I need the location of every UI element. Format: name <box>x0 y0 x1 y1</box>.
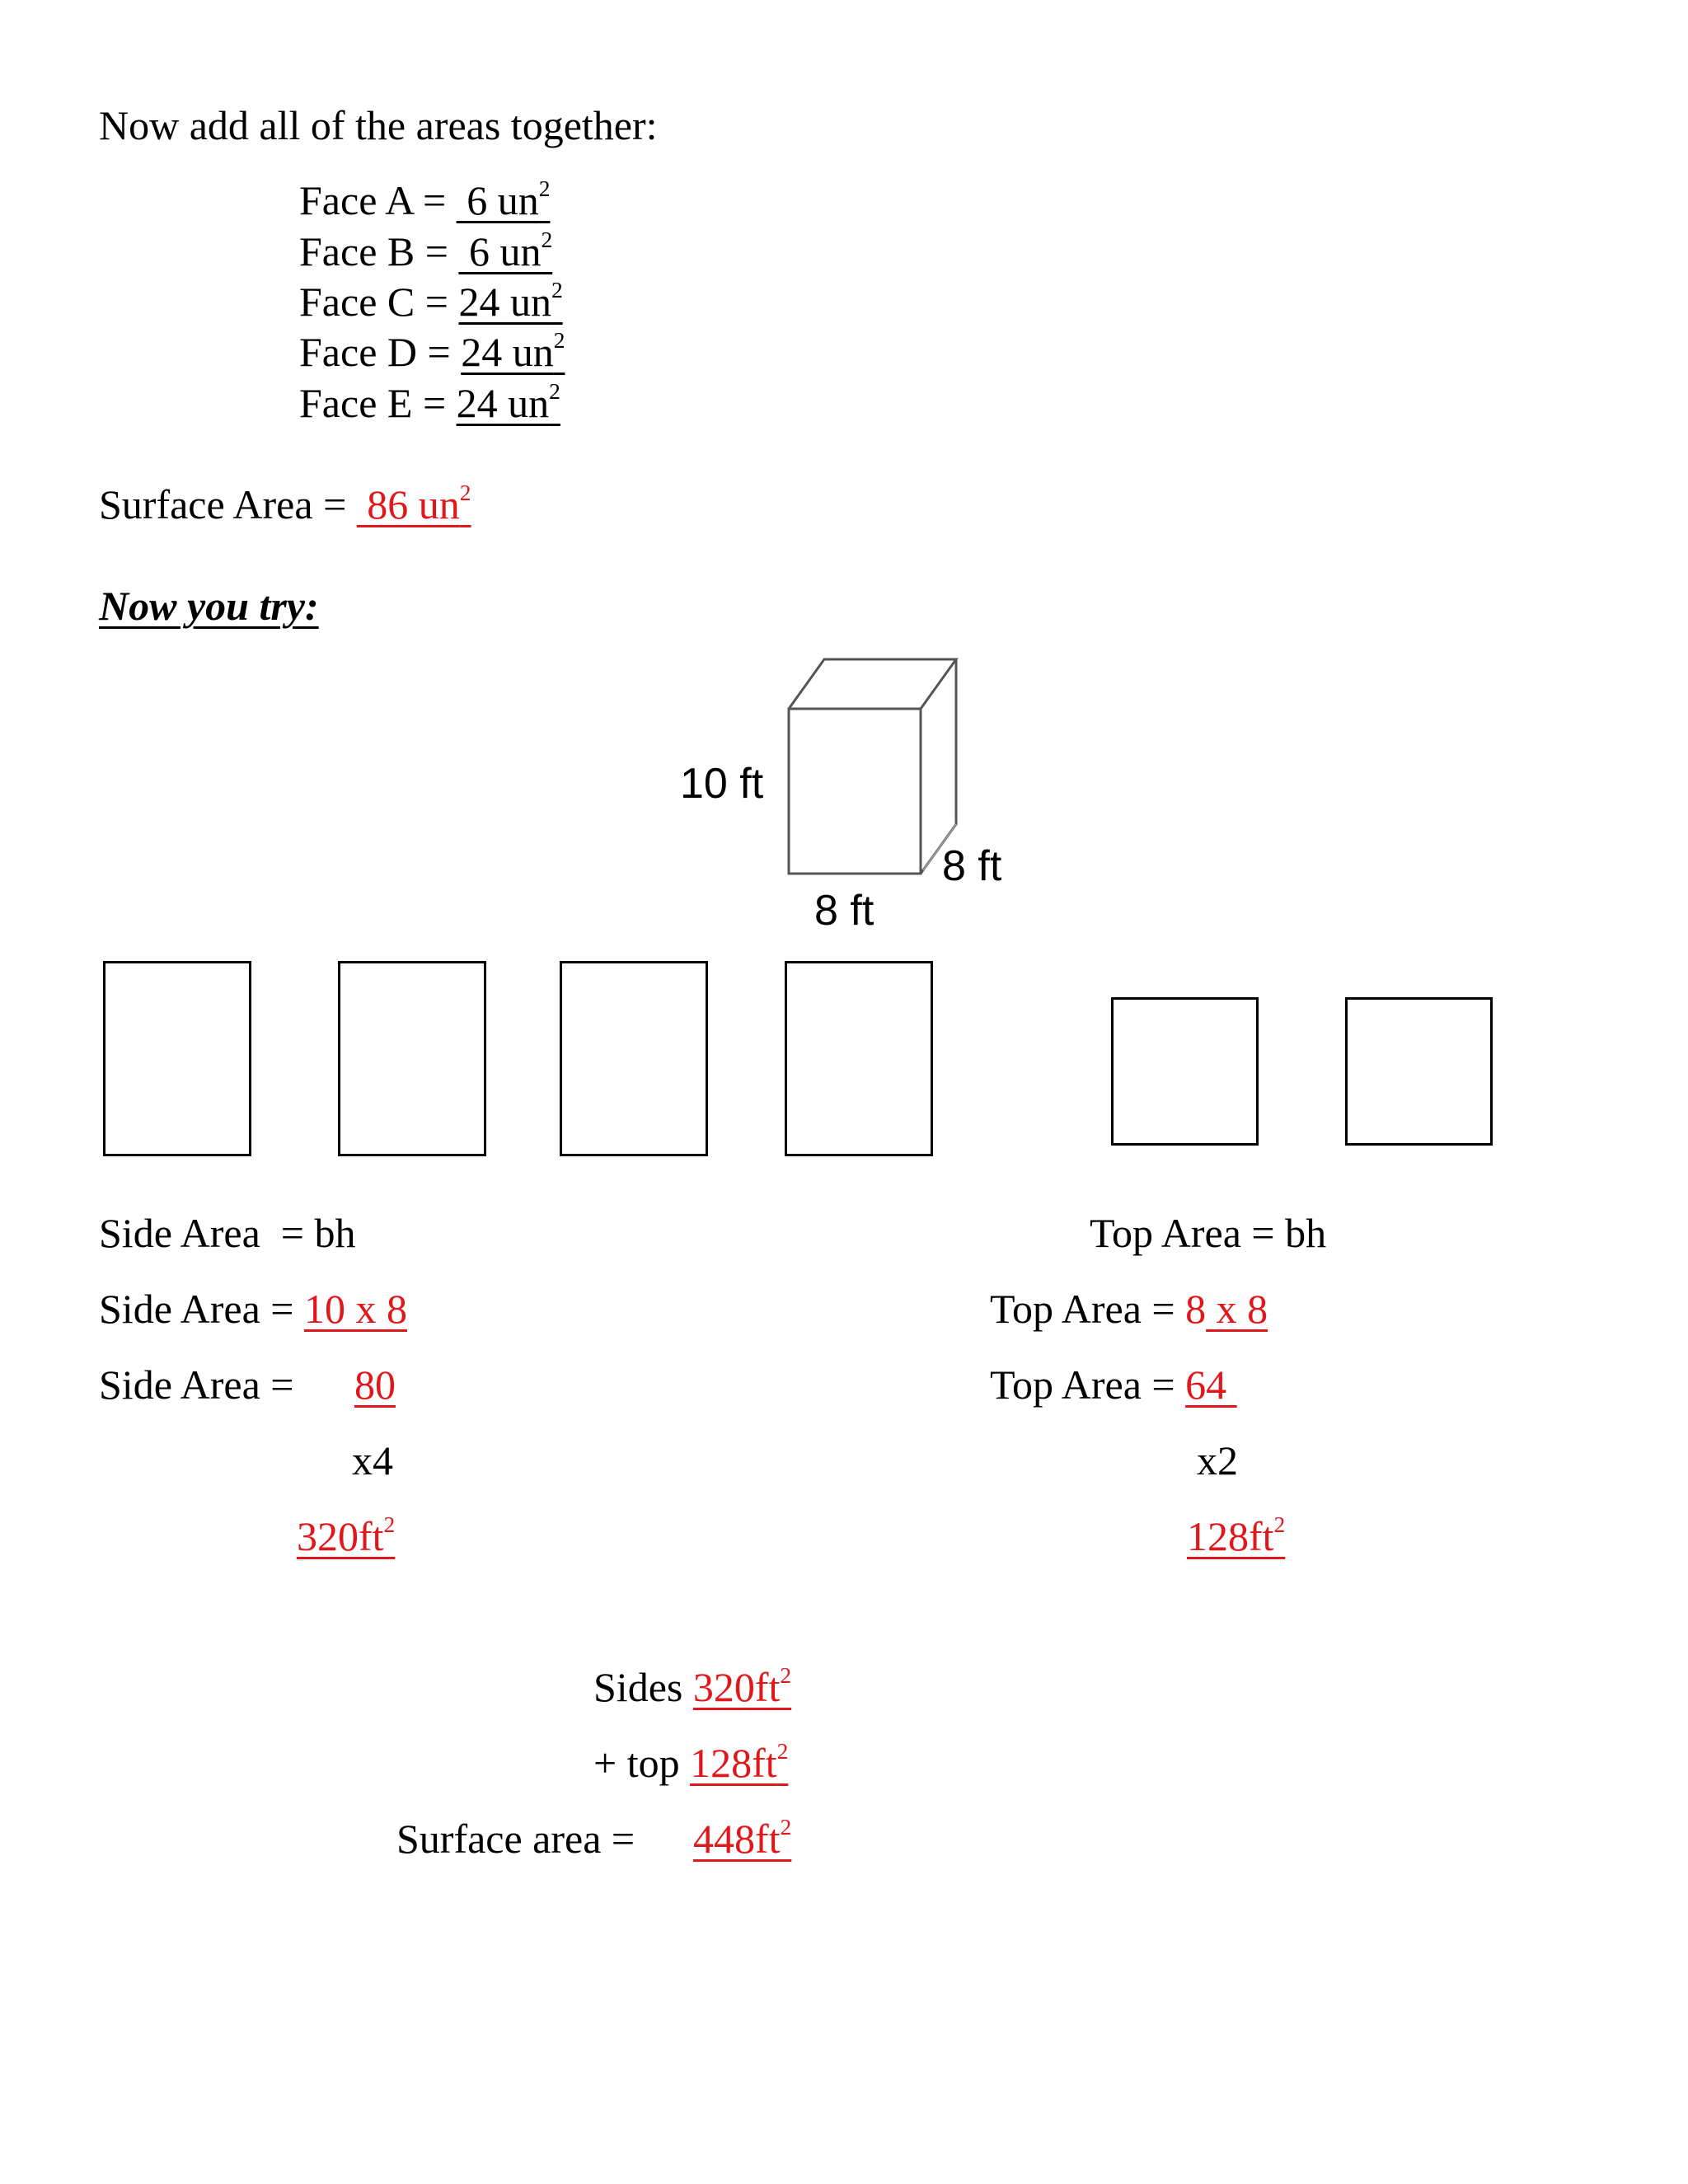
side-total-answer: $320ft^2$ <box>297 1511 396 1559</box>
summary-sides: Sides $320ft^2$ <box>593 1662 792 1710</box>
surface-area-label: Surface Area = <box>99 481 357 527</box>
summary-top-answer: $128ft^2$ <box>690 1738 789 1786</box>
face-value: 24 $un^2$ <box>461 327 565 375</box>
face-label: Face A <box>299 177 413 223</box>
summary-total: Surface area = <box>396 1816 645 1862</box>
top-multiplier: x2 <box>1197 1437 1238 1483</box>
side-face-box-3 <box>560 961 708 1156</box>
summary-total-answer: $448ft^2$ <box>693 1814 792 1862</box>
face-equals: = <box>417 329 462 375</box>
top-face-box-2 <box>1345 997 1493 1146</box>
face-equals: = <box>412 177 457 223</box>
face-value: 6 $un^2$ <box>458 227 553 274</box>
top-area-calc: Top Area = 8 x 8 <box>990 1286 1268 1332</box>
prism-height-label: 10 ft <box>680 760 764 808</box>
face-value: 6 $un^2$ <box>456 176 551 223</box>
prism-front-face <box>789 709 921 874</box>
side-area-formula: Side Area = bh <box>99 1210 356 1256</box>
face-value: 24 $un^2$ <box>456 378 560 426</box>
top-area-calc-answer: 8 x 8 <box>1185 1286 1268 1332</box>
face-equals: = <box>415 228 459 274</box>
face-equals: = <box>412 380 457 426</box>
top-total-answer: $128ft^2$ <box>1187 1511 1286 1559</box>
face-label: Face E <box>299 380 413 426</box>
summary-sides-answer: $320ft^2$ <box>692 1662 792 1710</box>
face-value: 24 $un^2$ <box>458 277 563 325</box>
top-area-result-answer: 64 <box>1185 1361 1237 1408</box>
prism-base-label: 8 ft <box>814 887 874 935</box>
side-face-box-2 <box>338 961 486 1156</box>
prism-side-face <box>921 659 956 874</box>
face-label: Face C <box>299 279 415 325</box>
prism-depth-label: 8 ft <box>942 842 1002 890</box>
top-area-result: Top Area = 64 <box>990 1361 1237 1408</box>
top-area-formula: Top Area = bh <box>1090 1210 1327 1256</box>
side-area-result: Side Area = <box>99 1361 304 1408</box>
summary-top: + top $128ft^2$ <box>593 1738 789 1786</box>
face-label: Face B <box>299 228 415 274</box>
side-area-calc-answer: 10 x 8 <box>303 1286 407 1332</box>
prism-top-face <box>789 659 956 709</box>
side-face-box-1 <box>103 961 251 1156</box>
face-equals: = <box>415 279 459 325</box>
top-face-box-1 <box>1111 997 1259 1146</box>
side-multiplier: x4 <box>352 1437 393 1483</box>
intro-text: Now add all of the areas together: <box>99 102 658 148</box>
side-face-box-4 <box>785 961 933 1156</box>
side-area-result-answer: 80 <box>354 1361 396 1408</box>
side-area-calc: Side Area = 10 x 8 <box>99 1286 407 1332</box>
surface-area-answer: 86 $un^2$ <box>356 480 471 527</box>
face-label: Face D <box>299 329 417 375</box>
now-you-try-heading: Now you try: <box>99 583 319 629</box>
